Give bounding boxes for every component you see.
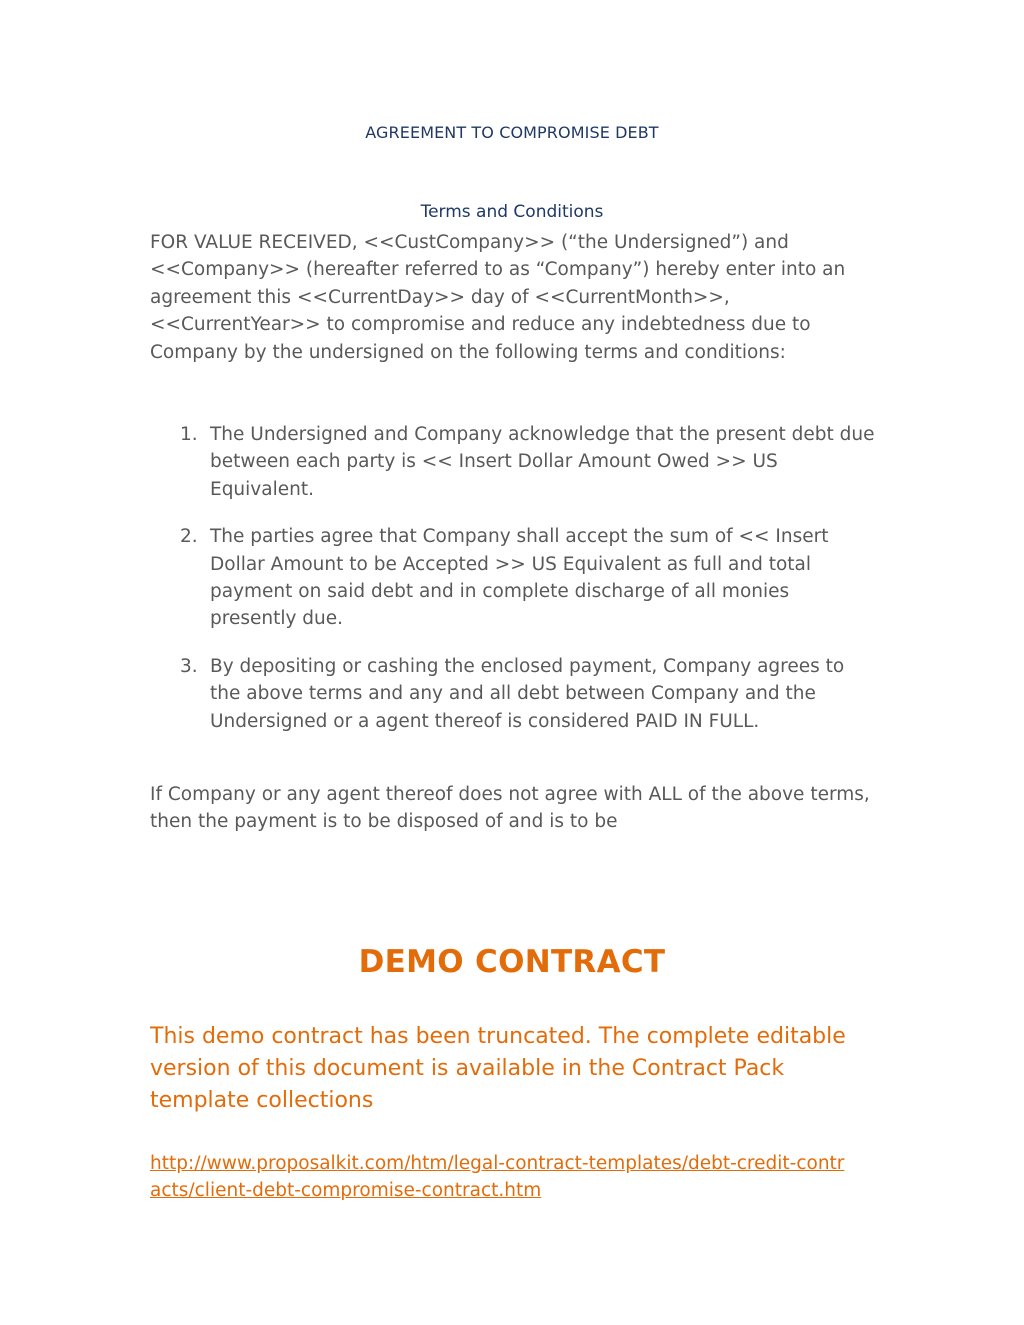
term-text: The Undersigned and Company acknowledge that the present debt due between each party is << Insert Dollar Amount Owed >> US Equivalent.	[210, 424, 875, 500]
term-number: 3.	[180, 655, 198, 677]
term-text: By depositing or cashing the enclosed payment, Company agrees to the above terms and any and all debt between Company and the Undersigned or a agent thereof is considered PAID IN FULL.	[210, 655, 845, 732]
terms-heading: Terms and Conditions	[420, 202, 604, 222]
term-text: The parties agree that Company shall accept the sum of << Insert Dollar Amount to be Accepted >> US Equivalent as full and total payment on said debt and in complete discharge of all monies presently due.	[210, 526, 829, 630]
term-number: 2.	[180, 526, 198, 548]
terms-list	[150, 421, 880, 735]
document-title: AGREEMENT TO COMPROMISE DEBT	[365, 123, 659, 142]
intro-paragraph: FOR VALUE RECEIVED, <<CustCompany>> (“the Undersigned”) and <<Company>> (hereafter referred to as “Company”) hereby enter into an agreement this <<CurrentDay>> day of <<CurrentMonth>>, <<CurrentYear>> to compromise and reduce any indebtedness due to Company by the undersigned on the following terms and conditions:	[150, 232, 846, 363]
closing-paragraph: If Company or any agent thereof does not agree with ALL of the above terms, then the payment is to be disposed of and is to be	[150, 784, 870, 833]
term-item	[150, 523, 880, 633]
demo-truncation-note: This demo contract has been truncated. The complete editable version of this document is available in the Contract Pack template collections	[150, 1024, 846, 1113]
demo-contract-title: DEMO CONTRACT	[358, 944, 666, 980]
contract-pack-link[interactable]: http://www.proposalkit.com/htm/legal-contract-templates/debt-credit-contracts/client-debt-compromise-contract.htm	[150, 1153, 845, 1202]
term-item	[150, 653, 880, 735]
term-number: 1.	[180, 424, 198, 445]
term-item	[150, 421, 880, 503]
